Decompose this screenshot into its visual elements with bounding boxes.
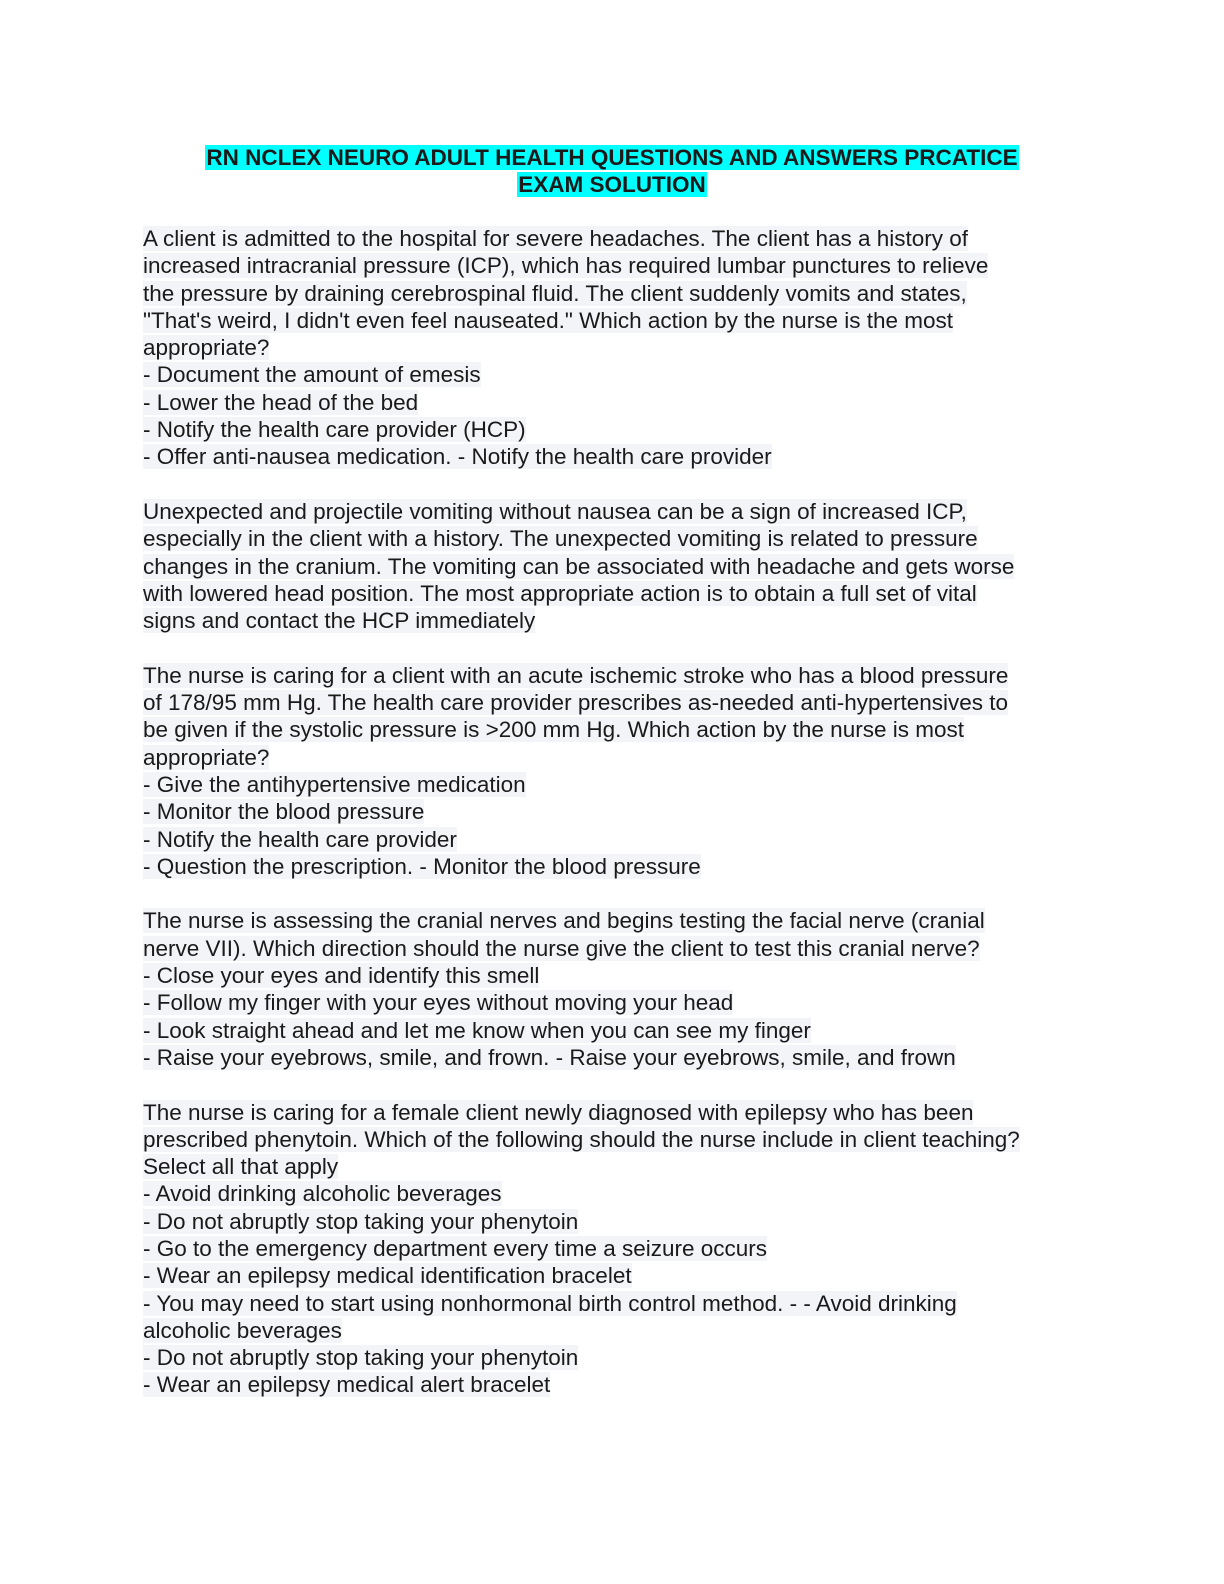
title-line-2: EXAM SOLUTION xyxy=(518,172,706,197)
text-line: "That's weird, I didn't even feel nauseated." Which action by the nurse is the most xyxy=(143,307,953,333)
answer-option: - Raise your eyebrows, smile, and frown. - Raise your eyebrows, smile, and frown xyxy=(143,1044,956,1070)
answer-option: - Monitor the blood pressure xyxy=(143,799,425,825)
answer-option: - Look straight ahead and let me know when you can see my finger xyxy=(143,1017,811,1043)
text-line: nerve VII). Which direction should the nurse give the client to test this cranial nerve? xyxy=(143,935,980,961)
text-line: alcoholic beverages xyxy=(143,1317,342,1343)
answer-option: - Offer anti-nausea medication. - Notify the health care provider xyxy=(143,444,772,470)
answer-option: - You may need to start using nonhormonal birth control method. - - Avoid drinking xyxy=(143,1290,957,1316)
text-line: The nurse is assessing the cranial nerves and begins testing the facial nerve (cranial xyxy=(143,908,985,934)
question-block-4 xyxy=(143,1099,1083,1399)
answer-option: - Wear an epilepsy medical identification bracelet xyxy=(143,1263,632,1289)
text-line: changes in the cranium. The vomiting can be associated with headache and gets worse xyxy=(143,553,1015,579)
answer-option: - Close your eyes and identify this smell xyxy=(143,963,540,989)
answer-option: - Do not abruptly stop taking your phenytoin xyxy=(143,1345,579,1371)
question-block-3 xyxy=(143,907,1083,1071)
answer-option: - Document the amount of emesis xyxy=(143,362,481,388)
text-line: with lowered head position. The most appropriate action is to obtain a full set of vital xyxy=(143,580,977,606)
answer-option: - Wear an epilepsy medical alert bracelet xyxy=(143,1372,551,1398)
text-line: A client is admitted to the hospital for severe headaches. The client has a history of xyxy=(143,226,969,251)
answer-option: - Notify the health care provider (HCP) xyxy=(143,417,526,443)
text-line: appropriate? xyxy=(143,335,270,361)
answer-option: - Follow my finger with your eyes without moving your head xyxy=(143,990,734,1016)
rationale-block-1 xyxy=(143,498,1083,634)
answer-option: - Lower the head of the bed xyxy=(143,389,419,415)
question-block-2 xyxy=(143,662,1083,880)
answer-option: - Go to the emergency department every time a seizure occurs xyxy=(143,1235,768,1261)
text-line: Select all that apply xyxy=(143,1154,339,1180)
title-line-1: RN NCLEX NEURO ADULT HEALTH QUESTIONS AND ANSWERS PRCATICE xyxy=(206,145,1018,170)
text-line: be given if the systolic pressure is >200 mm Hg. Which action by the nurse is most xyxy=(143,717,964,743)
answer-option: - Avoid drinking alcoholic beverages xyxy=(143,1181,502,1207)
answer-option: - Do not abruptly stop taking your phenytoin xyxy=(143,1208,579,1234)
text-line: prescribed phenytoin. Which of the following should the nurse include in client teaching? xyxy=(143,1126,1020,1152)
text-line: of 178/95 mm Hg. The health care provider prescribes as-needed anti-hypertensives to xyxy=(143,690,1009,716)
answer-option: - Question the prescription. - Monitor the blood pressure xyxy=(143,853,701,879)
document-body xyxy=(143,225,1083,1399)
text-line: the pressure by draining cerebrospinal fluid. The client suddenly vomits and states, xyxy=(143,280,967,306)
answer-option: - Notify the health care provider xyxy=(143,826,457,852)
document-title xyxy=(0,144,1224,198)
text-line: signs and contact the HCP immediately xyxy=(143,608,536,634)
answer-option: - Give the antihypertensive medication xyxy=(143,771,526,797)
text-line: The nurse is caring for a client with an acute ischemic stroke who has a blood pressure xyxy=(143,662,1009,688)
question-block-1 xyxy=(143,225,1083,471)
text-line: appropriate? xyxy=(143,744,270,770)
text-line: Unexpected and projectile vomiting without nausea can be a sign of increased ICP, xyxy=(143,498,967,524)
text-line: especially in the client with a history. The unexpected vomiting is related to pressure xyxy=(143,526,978,552)
text-line: The nurse is caring for a female client newly diagnosed with epilepsy who has been xyxy=(143,1099,974,1125)
text-line: increased intracranial pressure (ICP), which has required lumbar punctures to relieve xyxy=(143,253,989,279)
